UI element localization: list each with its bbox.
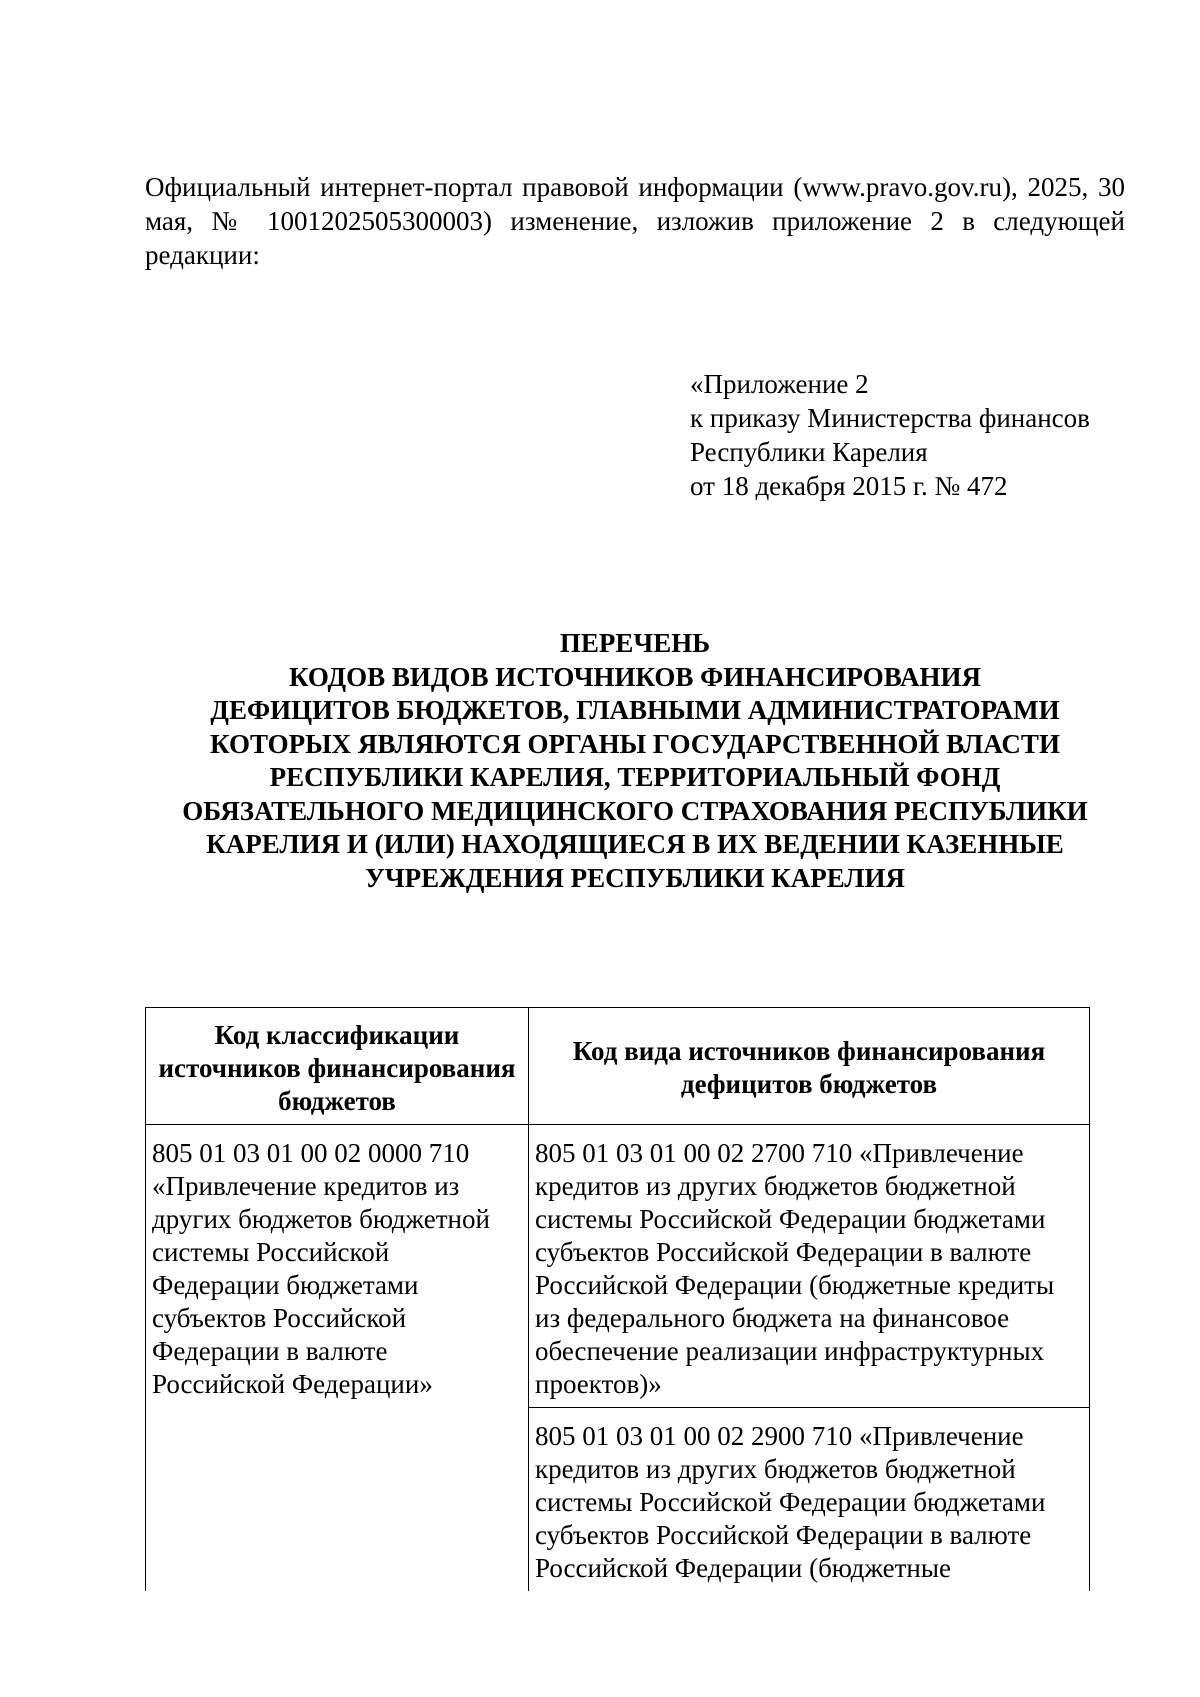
header-source-kind-code: Код вида источников финансирования дефицитов бюджетов bbox=[529, 1008, 1090, 1125]
title-line: УЧРЕЖДЕНИЯ РЕСПУБЛИКИ КАРЕЛИЯ bbox=[365, 862, 905, 893]
source-kind-cell bbox=[529, 1408, 1090, 1592]
source-kind-text: 805 01 03 01 00 02 2900 710 «Привлечение кредитов из других бюджетов бюджетной системы Российской Федерации бюджетами субъектов Российской Федерации в валюте Российской Федерации (бюджетные bbox=[535, 1421, 1046, 1583]
classification-cell bbox=[146, 1125, 529, 1592]
table-header-row bbox=[146, 1008, 1090, 1125]
title-line: ОБЯЗАТЕЛЬНОГО МЕДИЦИНСКОГО СТРАХОВАНИЯ РЕСПУБЛИКИ bbox=[182, 795, 1088, 826]
source-kind-text: 805 01 03 01 00 02 2700 710 «Привлечение кредитов из других бюджетов бюджетной системы Российской Федерации бюджетами субъектов Российской Федерации в валюте Российской Федерации (бюджетные кредиты из федерального бюджета на финансовое обеспечение реализации инфраструктурных проектов)» bbox=[535, 1138, 1055, 1399]
title-line: КАРЕЛИЯ И (ИЛИ) НАХОДЯЩИЕСЯ В ИХ ВЕДЕНИИ КАЗЕННЫЕ bbox=[206, 829, 1064, 859]
intro-paragraph: Официальный интернет-портал правовой информации (www.pravo.gov.ru), 2025, 30 мая, № 1001202505300003) изменение, изложив приложение 2 в следующей редакции: bbox=[145, 172, 1125, 270]
classification-text: 805 01 03 01 00 02 0000 710 «Привлечение кредитов из других бюджетов бюджетной системы Российской Федерации бюджетами субъектов Российской Федерации в валюте Российской Федерации» bbox=[152, 1138, 490, 1399]
title-line: КОДОВ ВИДОВ ИСТОЧНИКОВ ФИНАНСИРОВАНИЯ bbox=[288, 661, 982, 692]
title-line: ДЕФИЦИТОВ БЮДЖЕТОВ, ГЛАВНЫМИ АДМИНИСТРАТОРАМИ bbox=[210, 695, 1060, 725]
title-line: РЕСПУБЛИКИ КАРЕЛИЯ, ТЕРРИТОРИАЛЬНЫЙ ФОНД bbox=[269, 762, 1001, 792]
appendix-line: Республики Карелия bbox=[690, 437, 928, 467]
document-title bbox=[145, 627, 1125, 895]
title-line: КОТОРЫХ ЯВЛЯЮТСЯ ОРГАНЫ ГОСУДАРСТВЕННОЙ ВЛАСТИ bbox=[210, 728, 1060, 759]
appendix-line: от 18 декабря 2015 г. № 472 bbox=[690, 471, 1008, 501]
table-row bbox=[146, 1125, 1090, 1408]
appendix-line: к приказу Министерства финансов bbox=[690, 403, 1090, 433]
appendix-reference bbox=[690, 367, 1150, 503]
appendix-line: «Приложение 2 bbox=[690, 369, 869, 399]
codes-table bbox=[145, 1007, 1090, 1591]
source-kind-cell bbox=[529, 1125, 1090, 1408]
header-classification-code: Код классификации источников финансирования бюджетов bbox=[146, 1008, 529, 1125]
title-line: ПЕРЕЧЕНЬ bbox=[559, 628, 711, 658]
